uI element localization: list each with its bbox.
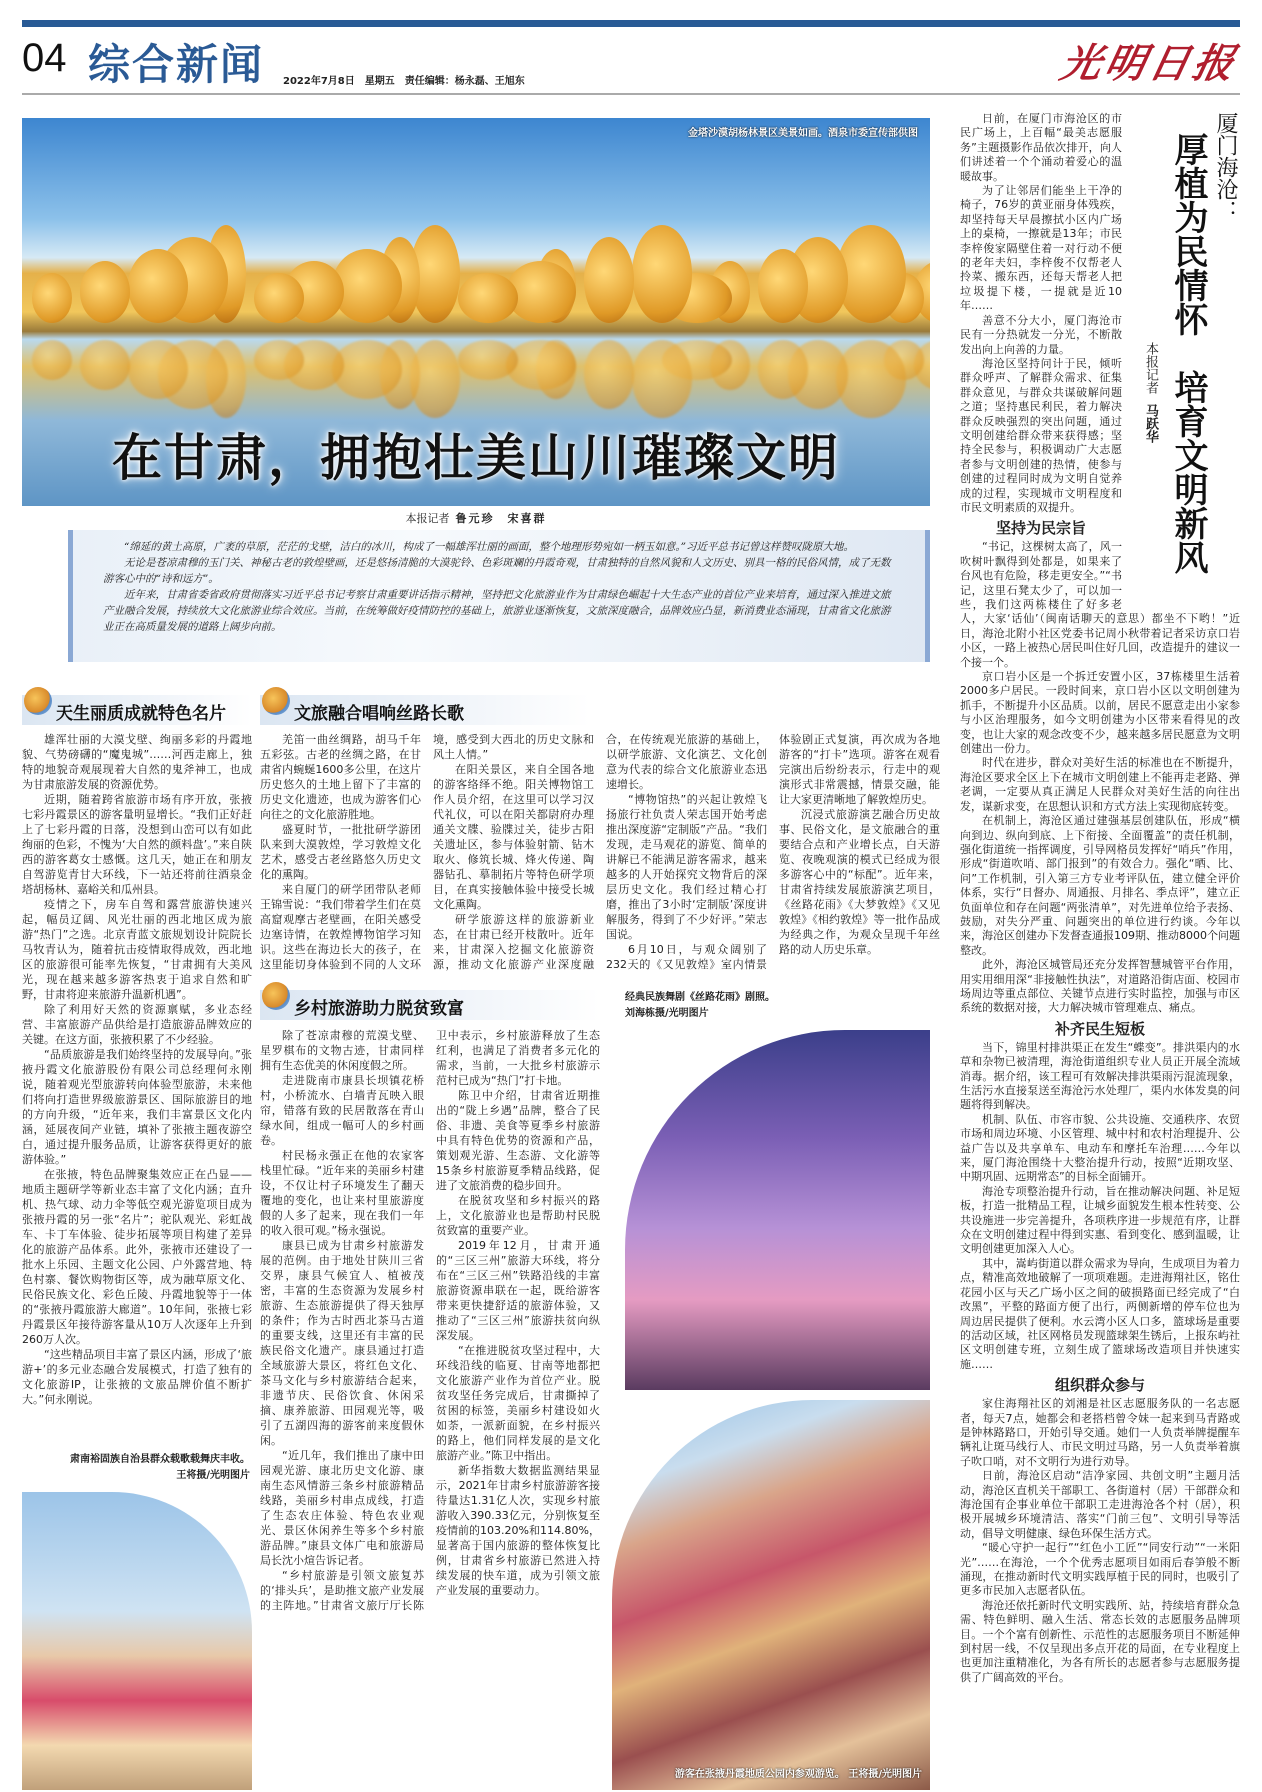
tree-icon bbox=[262, 982, 290, 1010]
tree-shape bbox=[32, 273, 72, 323]
paragraph: 机制、队伍、市容市貌、公共设施、交通秩序、农贸市场和周边环境、小区管理、城中村和农村治理提升、公益广告以及共享单车、电动车和摩托车治理……今年以来，厦门海沧围绕十大整治提升行动，按照“近期攻坚、中期巩固、远期常态”的目标全面铺开。 bbox=[960, 1112, 1240, 1184]
paragraph: “乡村旅游是引领文旅复苏的‘排头兵’，是助推文旅产业发展的主阵地。”甘肃省文旅厅厅长陈卫中表示，乡村旅游释放了生态红利，也满足了消费者多元化的需求，当前，一大批乡村旅游示范村已成为“热门”打卡地。 bbox=[260, 1029, 600, 1612]
side-article bbox=[960, 112, 1240, 1790]
photo-caption-2 bbox=[625, 990, 925, 1022]
paragraph: 2019年12月，甘肃开通的“三区三州”旅游大环线，将分布在“三区三州”铁路沿线的丰富旅游资源串联在一起，既给游客带来更快捷舒适的旅游体验，又推动了“三区三州”旅游扶贫向纵深发展。 bbox=[436, 1239, 600, 1342]
paragraph: 走进陇南市康县长坝镇花桥村，小桥流水、白墙青瓦映入眼帘，错落有致的民居散落在青山绿水间，组成一幅可人的乡村画卷。 bbox=[260, 1074, 424, 1147]
paragraph: 陈卫中介绍，甘肃省近期推出的“陇上乡遇”品牌，整合了民俗、非遗、美食等夏季乡村旅游中具有特色优势的资源和产品，策划观光游、生态游、文化游等15条乡村旅游夏季精品线路，促进了文旅消费的稳步回升。 bbox=[436, 1089, 600, 1192]
paragraph: “暖心守护一起行”“红色小工匠”“同安行动”“一米阳光”……在海沧，一个个优秀志愿项目如雨后春笋般不断涌现，在推动新时代文明实践厚植于民的同时，也吸引了更多市民加入志愿者队伍。 bbox=[960, 1541, 1240, 1598]
header-bar bbox=[22, 20, 1240, 27]
paragraph: 沉浸式旅游演艺融合历史故事、民俗文化，是文旅融合的重要结合点和产业增长点，白天游览、夜晚观演的模式已经成为很多游客心中的“标配”。近年来，甘肃省持续发展旅游演艺项目，《丝路花雨》《大梦敦煌》《又见敦煌》《相约敦煌》等一批作品成为经典之作，为观众呈现千年丝路的动人历史乐章。 bbox=[779, 808, 940, 956]
paragraph: 疫情之下，房车自驾和露营旅游快速兴起，幅员辽阔、风光壮丽的西北地区成为旅游“热门”之选。北京青蓝文旅规划设计院院长马牧青认为，随着抗击疫情取得成效，西北地区的旅游很可能率先恢复，“甘肃拥有大美风光，现在越来越多游客热衷于追求自然和旷野，甘肃将迎来旅游升温新机遇”。 bbox=[22, 898, 252, 1001]
paragraph: “博物馆热”的兴起让敦煌飞扬旅行社负责人荣志国开始考虑推出深度游“定制版”产品。“我们发现，走马观花的游览、简单的讲解已不能满足游客需求，越来越多的人开始探究文物背后的深层历史文化。我们经过精心打磨，推出了3小时‘定制版’深度讲解服务，得到了不少好评。”荣志国说。 bbox=[606, 793, 767, 941]
caption-text: 肃南裕固族自治县群众载歌载舞庆丰收。 bbox=[70, 1454, 250, 1465]
photo-silk-road-dance bbox=[625, 1030, 930, 1390]
paragraph: 其中，嵩屿街道以群众需求为导向，生成项目为着力点，精准高效地破解了一项项难题。走进海翔社区，铭仕花园小区与天乙广场小区之间的破损路面已经完成了“白改黑”，平整的路面方便了出行，两侧新增的停车位也为周边居民提供了便利。水云湾小区人口多，篮球场是重要的活动区域，社区网格员发现篮球架生锈后，上报东屿社区文明创建专班，立刻生成了篮球场改造项目并快速实施…… bbox=[960, 1256, 1240, 1371]
paragraph: 近期，随着跨省旅游市场有序开放，张掖七彩丹霞景区的游客量明显增长。“我们正好赶上了七彩丹霞的日落，没想到山峦可以有如此绚丽的色彩，不愧为‘大自然的颜料盘’。”来自陕西的游客葛女士感慨。这几天，她正在和朋友自驾游览青甘大环线，下一站还将前往酒泉金塔胡杨林、嘉峪关和瓜州县。 bbox=[22, 793, 252, 896]
caption-credit: 刘海栋摄/光明图片 bbox=[625, 1008, 709, 1019]
paragraph: 康县已成为甘肃乡村旅游发展的范例。由于地处甘陕川三省交界，康县气候宜人、植被茂密，丰富的生态资源为发展乡村旅游、生态旅游提供了得天独厚的条件；作为古时西北茶马古道的重要支线，这里还有丰富的民族民俗文化遗产。康县通过打造全域旅游大景区，将红色文化、茶马文化与乡村旅游结合起来，非遗节庆、民俗饮食、休闲采摘、康养旅游、田园观光等，吸引了五湖四海的游客前来度假休闲。 bbox=[260, 1239, 424, 1447]
caption-text: 经典民族舞剧《丝路花雨》剧照。 bbox=[625, 992, 775, 1003]
paragraph: 除了利用好天然的资源禀赋，多业态经营、丰富旅游产品供给是打造旅游品牌效应的关键。在这方面，张掖积累了不少经验。 bbox=[22, 1003, 252, 1046]
paragraph: “绵延的黄土高原，广袤的草原，茫茫的戈壁，洁白的冰川，构成了一幅雄浑壮丽的画面，整个地理形势宛如一柄玉如意。”习近平总书记曾这样赞叹陇原大地。 bbox=[124, 541, 854, 553]
paragraph: 海沧区坚持问计于民，倾听群众呼声、了解群众需求、征集群众意见，与群众共谋破解问题之道；坚持惠民利民，着力解决群众反映强烈的突出问题，通过文明创建给群众带来获得感；坚持全民参与，积极调动广大志愿者参与文明创建的热情，使参与创建的过程同时成为文明自觉养成的过程，实现城市文明程度和市民文明素质的双提升。 bbox=[960, 356, 1122, 514]
photo-caption-1 bbox=[70, 1452, 250, 1484]
paragraph: 盛夏时节，一批批研学游团队来到大漠敦煌，学习敦煌文化艺术，感受古老丝路悠久历史文化的熏陶。 bbox=[260, 823, 421, 881]
paragraph: 除了苍凉肃穆的荒漠戈壁、星罗棋布的文物古迹，甘肃同样拥有生态优美的休闲度假之所。 bbox=[260, 1029, 424, 1072]
byline-label: 本报记者 bbox=[405, 512, 450, 525]
tree-reflection bbox=[80, 340, 130, 390]
lead-photo-caption: 金塔沙漠胡杨林景区美景如画。酒泉市委宣传部供图 bbox=[688, 128, 918, 139]
side-subheading: 补齐民生短板 bbox=[1054, 1019, 1145, 1038]
paragraph: 京口岩小区是一个拆迁安置小区，37栋楼里生活着2000多户居民。一段时间来，京口岩小区以文明创建为抓手，不断提升小区品质。以前，居民不愿意走出小家参与小区治理服务，如今文明创建为小区带来看得见的改变，也让大家的观念改变不少，越来越多居民愿意为文明创建出一份力。 bbox=[960, 670, 1240, 756]
section-heading-text: 乡村旅游助力脱贫致富 bbox=[294, 999, 464, 1019]
paragraph: 善意不分大小，厦门海沧市民有一分热就发一分光，不断散发出向上向善的力量。 bbox=[960, 313, 1122, 356]
caption-text: 游客在张掖丹霞地质公园内参观游览。 bbox=[674, 1769, 845, 1780]
masthead-logo: 光明日报 bbox=[1056, 40, 1243, 87]
paragraph: “书记，这棵树太高了，风一吹树叶飘得到处都是，如果来了台风也有危险，移走更安全。”“书记，这里石凳太少了，可以加一些，我们这两栋楼住了好多老人，大家‘话仙’（闽南话聊天的意思）都坐不下哟！”近日，海沧北附小社区党委书记周小秋带着记者采访京口岩小区，一路上被热心居民叫住好几回，改造提升的建议一个接一个。 bbox=[960, 540, 1240, 669]
tree-shape bbox=[80, 261, 130, 323]
tree-reflection bbox=[128, 340, 188, 399]
paragraph: 家住海翔社区的刘湘是社区志愿服务队的一名志愿者，每天7点，她都会和老搭档曾令妹一起来到马青路或是钟林路路口，开始引导交通。她们一人负责举牌提醒车辆礼让斑马线行人、市民文明过马路，另一人负责举着旗子吹口哨，对不文明行为进行劝导。 bbox=[960, 1397, 1240, 1468]
paragraph: “近几年，我们推出了康中田园观光游、康北历史文化游、康南生态风情游三条乡村旅游精品线路，美丽乡村串点成线，打造了生态农庄体验、特色农业观光、景区休闲养生等多个乡村旅游品牌。”康县文体广电和旅游局局长沈小煊告诉记者。 bbox=[260, 1449, 424, 1567]
side-byline bbox=[1142, 342, 1158, 443]
tree-shape bbox=[254, 273, 304, 323]
paragraph: “这些精品项目丰富了景区内涵，形成了‘旅游+’的多元业态融合发展模式，打造了独有的文化旅游IP，让张掖的文旅品牌价值不断扩大。”何永刚说。 bbox=[22, 1348, 252, 1406]
tree-reflection bbox=[32, 340, 72, 380]
paragraph: 此外，海沧区城管局还充分发挥智慧城管平台作用，用实用细用深“非接触性执法”，对道路沿街店面、校园市场周边等重点部位、关键节点进行实时监控，加强与市区系统的数据对接，大力解决城市管理难点、痛点。 bbox=[960, 958, 1240, 1015]
paragraph: 6月10日，与观众阔别了232天的《又见敦煌》室内情景体验剧正式复演，再次成为各地游客的“打卡”选项。游客在观看完演出后纷纷表示，行走中的观演形式非常震撼，情景交融，能让大家更清晰地了解敦煌历史。 bbox=[606, 733, 940, 971]
paragraph: 日前，在厦门市海沧区的市民广场上，上百幅“最美志愿服务”主题摄影作品依次排开，向人们讲述着一个个涌动着爱心的温暖故事。 bbox=[960, 112, 1122, 183]
paragraph: 羌笛一曲丝绸路，胡马千年五彩弦。古老的丝绸之路，在甘肃省内蜿蜒1600多公里，在这片历史悠久的土地上留下了丰富的历史文化遗迹，也成为游客们心向往之的文化旅游胜地。 bbox=[260, 733, 421, 821]
byline-author: 马跃华 bbox=[1143, 404, 1158, 443]
tree-reflection bbox=[632, 340, 692, 418]
photo-danxia-landform bbox=[612, 1400, 930, 1790]
paragraph: 近年来，甘肃省委省政府贯彻落实习近平总书记考察甘肃重要讲话指示精神，坚持把文化旅游业作为甘肃绿色崛起十大生态产业的首位产业来培育，通过深入推进文旅产业融合发展，持续放大文化旅游业综合效应。当前，在统筹做好疫情防控的基础上，旅游业逐渐恢复，文旅深度融合，品牌效应凸显，新消费业态涌现，甘肃省文化旅游业正在高质量发展的道路上阔步向前。 bbox=[103, 589, 891, 633]
paragraph: 在机制上，海沧区通过建强基层创建队伍，形成“横向到边、纵向到底、上下衔接、全面覆盖”的责任机制，强化街道统一指挥调度，引导网格员发挥好“哨兵”作用，形成“街道吹哨、部门报到”的有效合力。强化“晒、比、问”工作机制，引入第三方专业考评队伍，建立健全评价体系，实行“日督办、周通报、月排名、季点评”，建立正负面单位和存在问题“两张清单”，对先进单位给予表扬、鼓励，对失分严重、问题突出的单位进行约谈。今年以来，海沧区创建办下发督查通报109期、推动8000个问题整改。 bbox=[960, 814, 1240, 957]
paragraph: 海沧还依托新时代文明实践所、站，持续培育群众急需、特色鲜明、融入生活、常态长效的志愿服务品牌项目。一个个富有创新性、示范性的志愿服务项目不断延伸到村居一线，不仅呈现出多点开花的局面，在专业程度上也更加注重精准化，为各有所长的志愿者参与志愿服务提供了广阔高效的平台。 bbox=[960, 1598, 1240, 1684]
date-editor-line: 2022年7月8日 星期五 责任编辑：杨永磊、王旭东 bbox=[283, 76, 525, 87]
side-headline: 厚植为民情怀 培育文明新风 bbox=[1168, 132, 1208, 574]
article-section-2 bbox=[260, 732, 940, 972]
tree-shape bbox=[458, 273, 518, 323]
tree-reflection bbox=[758, 340, 808, 399]
lead-byline bbox=[22, 510, 930, 526]
paragraph: 新华指数大数据监测结果显示，2021年甘肃乡村旅游游客接待量达1.31亿人次，实现乡村旅游收入390.33亿元，分别恢复至疫情前的103.20%和114.80%，显著高于国内旅游的整体恢复比例，甘肃省乡村旅游已然进入持续发展的快车道，成为引领文旅产业发展的重要动力。 bbox=[436, 1464, 600, 1597]
section-heading-1 bbox=[22, 695, 252, 725]
article-section-3 bbox=[260, 1028, 600, 1768]
section-heading-text: 天生丽质成就特色名片 bbox=[56, 704, 226, 724]
tree-icon bbox=[262, 687, 290, 715]
paragraph: 日前，海沧区启动“洁净家园、共创文明”主题月活动，海沧区直机关干部职工、各街道村（居）干部群众和海沧国有企事业单位干部职工走进海沧各个村（居），积极开展城乡环境清洁、落实“门前三包”、文明引导等活动，倡导文明健康、绿色环保生活方式。 bbox=[960, 1469, 1240, 1540]
caption-credit: 王将摄/光明图片 bbox=[176, 1470, 250, 1481]
paragraph: 在张掖，特色品牌聚集效应正在凸显——地质主题研学等新业态丰富了文化内涵；直升机、热气球、动力伞等低空观光游览项目成为张掖丹霞的另一张“名片”；驼队观光、彩虹战车、卡丁车体验、徒步拓展等项目构建了差异化的旅游产品体系。此外，张掖市还建设了一批水上乐园、主题文化公园、户外露营地、特色村寨、餐饮购物街区等，成为融草原文化、民俗民族文化、彩色丘陵、丹霞地貌等于一体的“张掖丹霞旅游大廊道”。10年间，张掖七彩丹霞景区年接待游客量从10万人次逐年上升到260万人次。 bbox=[22, 1168, 252, 1346]
photo-caption-3 bbox=[632, 1768, 922, 1782]
byline-label: 本报记者 bbox=[1143, 342, 1158, 394]
section-heading-3 bbox=[260, 990, 600, 1020]
paragraph: 在脱贫攻坚和乡村振兴的路上，文化旅游业也是帮助村民脱贫致富的重要产业。 bbox=[436, 1194, 600, 1237]
paragraph: 来自厦门的研学团带队老师王锦雪说：“我们带着学生们在莫高窟观摩古老壁画，在阳关感受边塞诗情，在敦煌博物馆学习知识。这些在海边长大的孩子，在这里能切身体验到不同的人文环境，感受到大西北的历史文脉和风土人情。” bbox=[260, 733, 594, 971]
header-divider bbox=[22, 93, 1240, 95]
tree-shape bbox=[632, 225, 692, 323]
tree-shape bbox=[128, 249, 188, 323]
tree-reflection bbox=[254, 340, 304, 380]
tree-reflection bbox=[458, 340, 518, 380]
page-number: 04 bbox=[22, 36, 67, 80]
paragraph: 在阳关景区，来自全国各地的游客络绎不绝。阳关博物馆工作人员介绍，在这里可以学习汉代礼仪，可以在阳关都尉府办理通关文牒、验牒过关，徒步古阳关遗址区，参与体验射箭、钻木取火、修筑长城、烽火传递、陶器钻孔、摹制拓片等特色研学项目，在真实接触体验中接受长城文化熏陶。 bbox=[433, 763, 594, 911]
section-heading-2 bbox=[260, 695, 590, 725]
byline-authors: 鲁元珍 宋喜群 bbox=[455, 512, 547, 525]
paragraph: 海沧专项整治提升行动，旨在推动解决问题、补足短板，打造一批精品工程，让城乡面貌发生根本性转变、公共设施进一步完善提升，各项秩序进一步规范有序，让群众在文明创建过程中得到实惠、看到变化、感到温暖，让文明创建更加深入人心。 bbox=[960, 1184, 1240, 1256]
paragraph: “品质旅游是我们始终坚持的发展导向。”张掖丹霞文化旅游股份有限公司总经理何永刚说，随着观光型旅游转向体验型旅游，未来他们将向打造世界级旅游景区、国际旅游目的地的方向升级，“近年来，我们丰富景区文化内涵，延展夜间产业链，填补了张掖主题夜游空白，通过提升服务品质，让游客获得更好的旅游体验。” bbox=[22, 1048, 252, 1166]
section-heading-text: 文旅融合唱响丝路长歌 bbox=[294, 704, 464, 724]
paragraph: 当下，锦里村排洪渠正在发生“蝶变”。排洪渠内的水草和杂物已被清理，海沧街道组织专业人员正开展全流域消毒。据介绍，该工程可有效解决排洪渠雨污混流现象，生活污水直接泵送至海沧污水处理厂，渠内水体发臭的问题将得到解决。 bbox=[960, 1040, 1240, 1112]
lead-intro-box bbox=[68, 530, 930, 662]
caption-credit: 王将摄/光明图片 bbox=[848, 1769, 922, 1780]
paragraph: 时代在进步，群众对美好生活的标准也在不断提升，海沧区要求全区上下在城市文明创建上不能再走老路、弹老调，一定要从真正满足人民群众对美好生活的向往出发，谋新求变，在思想认识和方式方法上实现彻底转变。 bbox=[960, 756, 1240, 813]
paragraph: 无论是苍凉肃穆的玉门关、神秘古老的敦煌壁画，还是悠扬清脆的大漠驼铃、色彩斑斓的丹霞奇观，甘肃独特的自然风貌和人文历史、别具一格的民俗风情，成了无数游客心中的“诗和远方”。 bbox=[103, 557, 891, 585]
side-kicker: 厦门海沧： bbox=[1213, 112, 1238, 222]
photo-yugur-celebration bbox=[22, 1492, 252, 1790]
paragraph: “在推进脱贫攻坚过程中，大环线沿线的临夏、甘南等地都把文化旅游产业作为首位产业。脱贫攻坚任务完成后，甘肃撕掉了贫困的标签，美丽乡村建设如火如荼，一派新面貌，在乡村振兴的路上，他们同样发展的是文化旅游产业。”陈卫中指出。 bbox=[436, 1344, 600, 1462]
tree-shape bbox=[584, 237, 634, 323]
tree-reflection bbox=[584, 340, 634, 409]
side-title-block bbox=[1122, 112, 1240, 602]
lead-headline: 在甘肃，拥抱壮美山川璀璨文明 bbox=[112, 428, 840, 487]
section-title: 综合新闻 bbox=[88, 40, 265, 89]
lead-photo bbox=[22, 118, 930, 506]
tree-icon bbox=[24, 687, 52, 715]
paragraph: 雄浑壮丽的大漠戈壁、绚丽多彩的丹霞地貌、气势磅礴的“魔鬼城”……河西走廊上，独特的地貌奇观展现着大自然的鬼斧神工，也成为甘肃旅游发展的资源优势。 bbox=[22, 733, 252, 791]
paragraph: 研学旅游这样的旅游新业态，在甘肃已经开枝散叶。近年来，甘肃深入挖掘文化旅游资源，推动文化旅游产业深度融合，在传统观光旅游的基础上，以研学旅游、文化演艺、文化创意为代表的综合文化旅游业态迅速增长。 bbox=[433, 733, 767, 971]
paragraph: 为了让邻居们能坐上干净的椅子，76岁的黄亚丽身体残疾，却坚持每天早晨擦拭小区内广场上的桌椅，一擦就是13年；市民李梓俊家隔壁住着一对行动不便的老年夫妇，李梓俊不仅帮老人拎菜、搬东西，还每天帮老人把垃圾提下楼，一提就是近10年…… bbox=[960, 184, 1122, 313]
side-subheading: 坚持为民宗旨 bbox=[995, 519, 1086, 538]
side-subheading: 组织群众参与 bbox=[1054, 1376, 1145, 1395]
tree-shape bbox=[758, 249, 808, 323]
paragraph: 村民杨永强正在他的农家客栈里忙碌。“近年来的美丽乡村建设，不仅让村子环境发生了翻天覆地的变化，也让来村里旅游度假的人多了起来，现在我们一年的收入很可观。”杨永强说。 bbox=[260, 1149, 424, 1237]
article-section-1 bbox=[22, 732, 252, 1407]
